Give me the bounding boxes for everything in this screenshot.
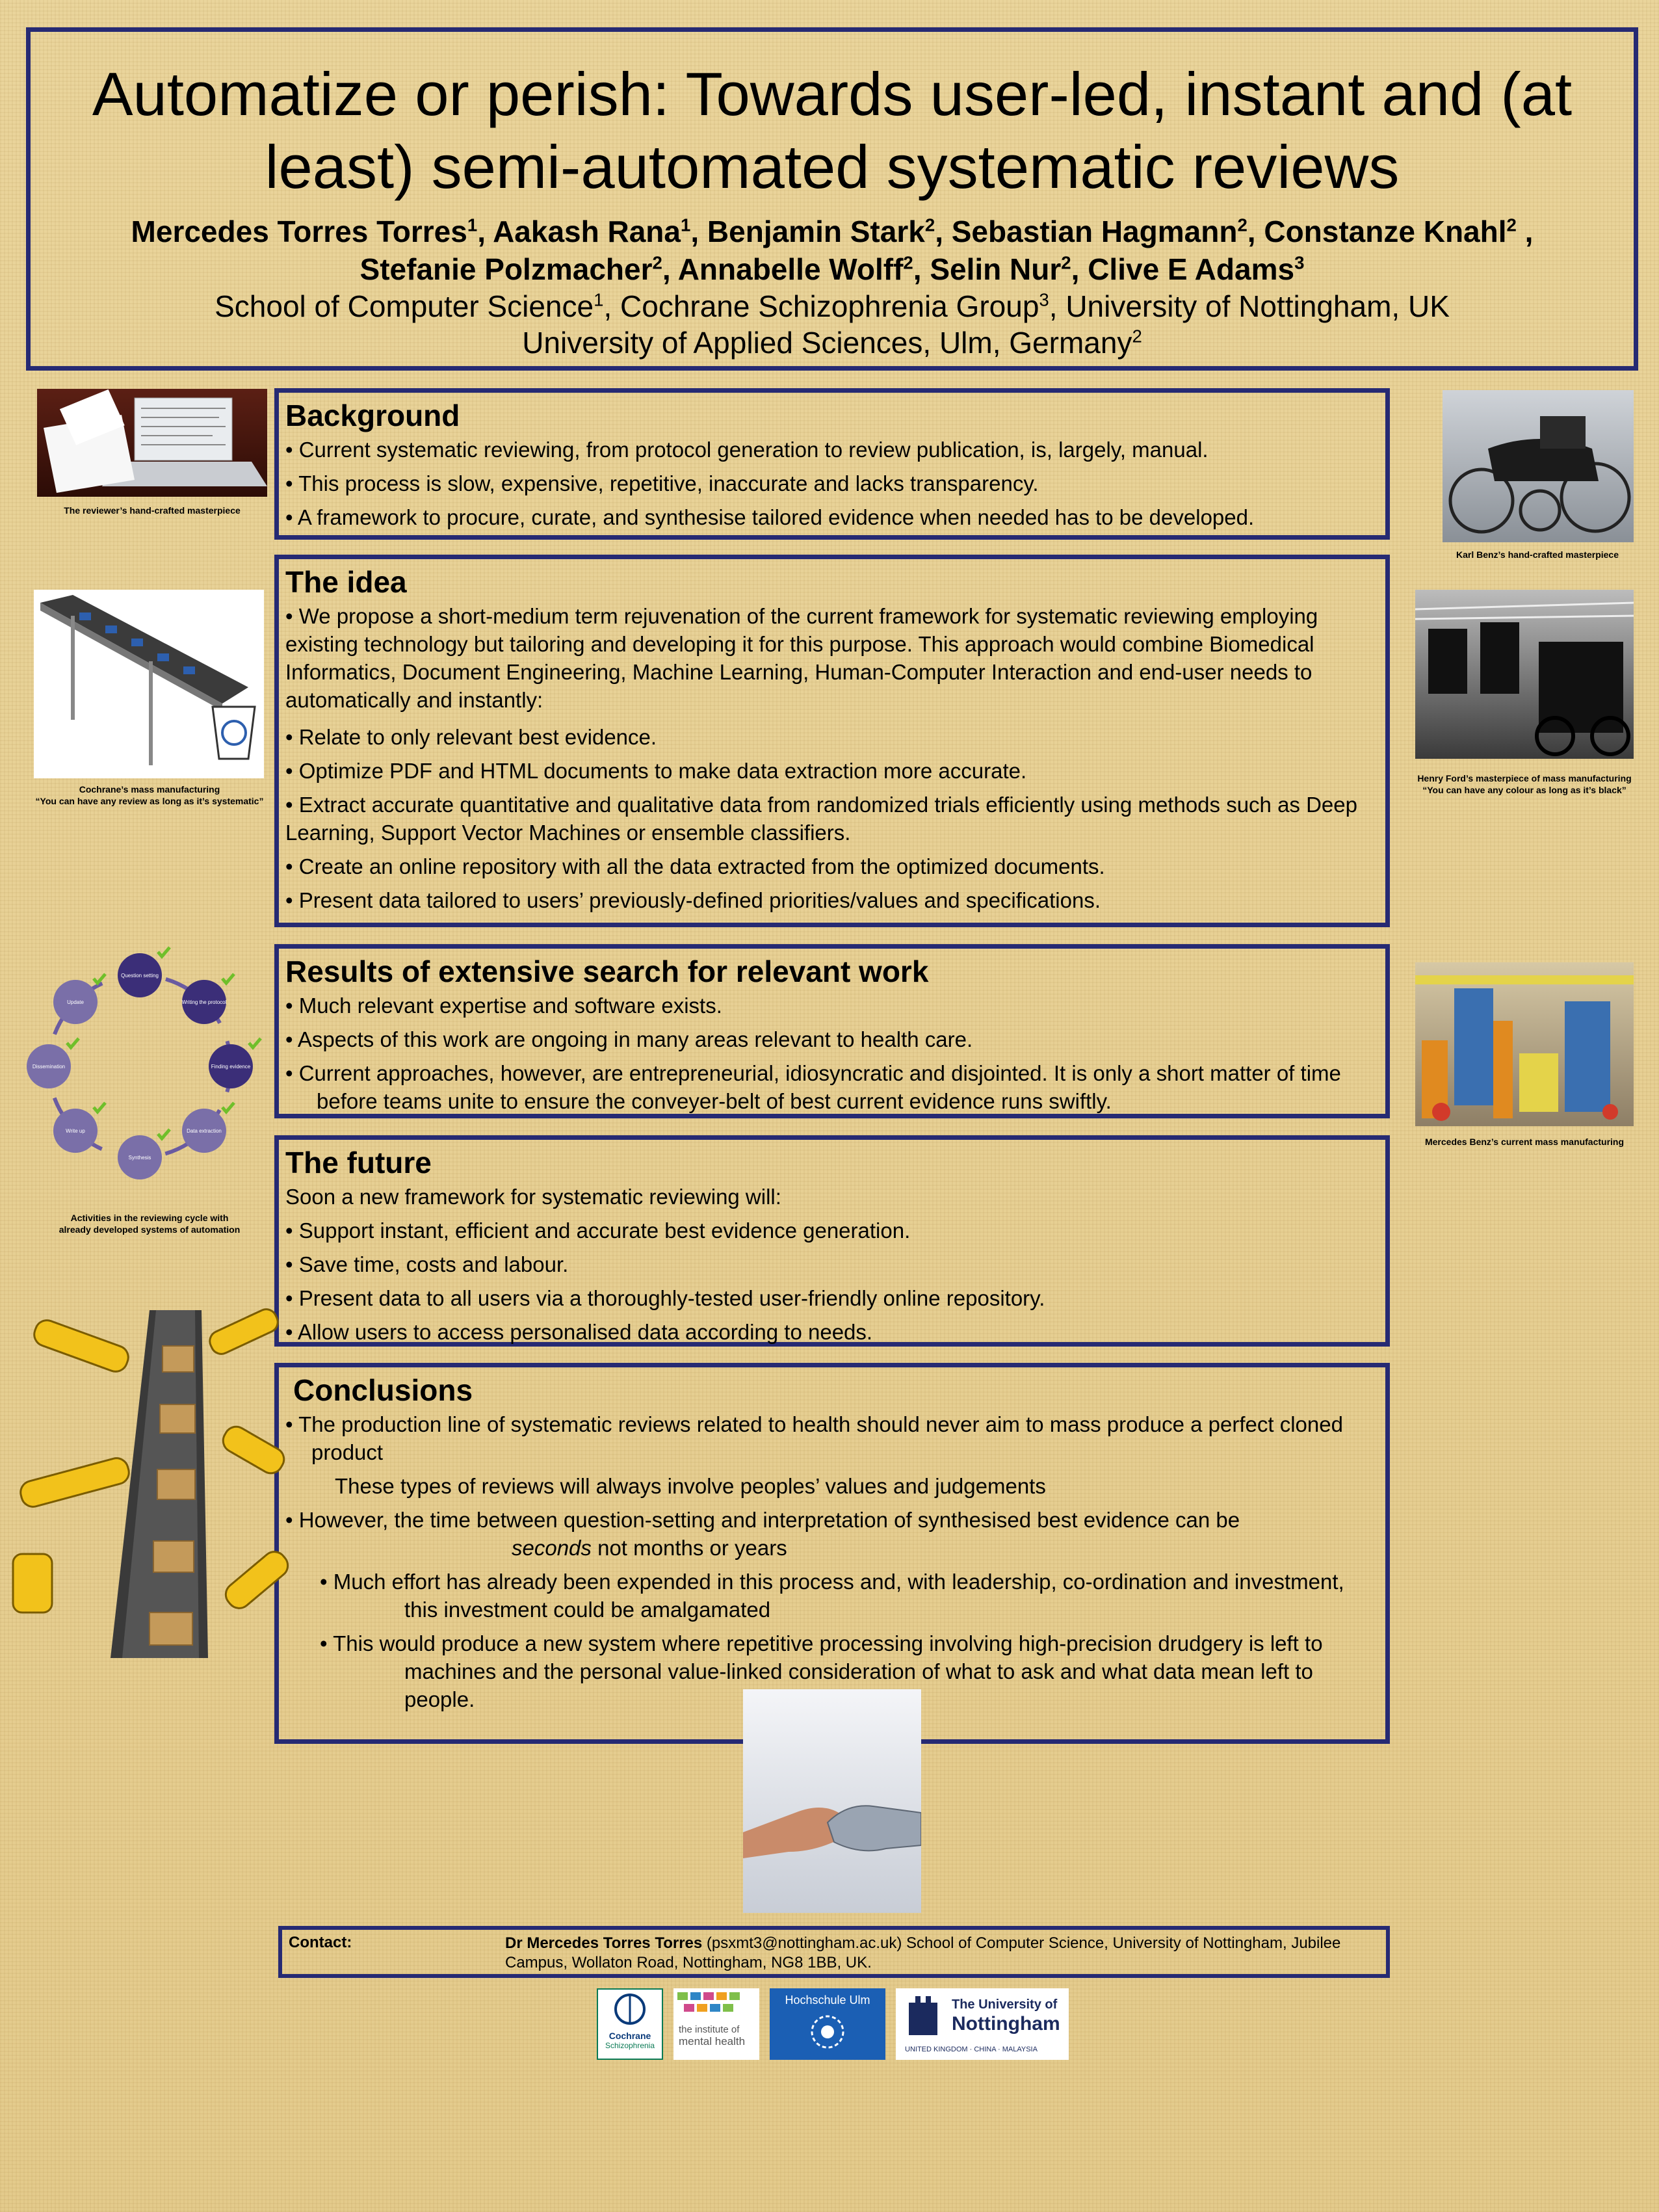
- list-item: • This process is slow, expensive, repetitive, inaccurate and lacks transparency.: [285, 471, 1039, 495]
- author-list: Mercedes Torres Torres$^1$, Aakash Rana$^1$, Benjamin Stark$^2$, Sebastian Hagmann$^2$, Constanze Knahl$^2$ , Stefanie Polzmacher$^2$, Annabelle Wolff$^2$, Selin Nur$^2$, Clive E Adams$^3$: [131, 215, 1534, 286]
- handshake-image: [743, 1689, 921, 1913]
- cochrane-caption: Cochrane’s mass manufacturing “You can have any review as long as it’s systematic”: [35, 784, 264, 806]
- check-icon: [222, 1103, 234, 1112]
- list-item: • Current approaches, however, are entrepreneurial, idiosyncratic and disjointed. It is only a short matter of time before teams unite to ensure the conveyer-belt of best current evidence runs swiftly.: [285, 1061, 1341, 1113]
- list-item: • Allow users to access personalised data according to needs.: [285, 1320, 873, 1344]
- results-section: [274, 944, 1390, 1118]
- cycle-node-label: Finding evidence: [211, 1064, 251, 1070]
- idea-heading: The idea: [285, 565, 407, 599]
- cycle-node-label: Data extraction: [187, 1127, 222, 1134]
- cycle-node-label: Question setting: [121, 973, 159, 979]
- list-item: • Create an online repository with all the data extracted from the optimized documents.: [285, 854, 1105, 878]
- contact-label: Contact:: [289, 1934, 352, 1951]
- list-item: • Much effort has already been expended in this process and, with leadership, co-ordination and investment, this investment could be amalgamated: [320, 1570, 1344, 1622]
- cycle-node-label: Writing the protocol: [181, 999, 227, 1006]
- background-section: [274, 388, 1390, 540]
- benz-car-image: [1443, 390, 1634, 542]
- conclusions-section: [274, 1363, 1390, 1744]
- mercedes-factory-image: [1415, 962, 1634, 1126]
- list-item: • Current systematic reviewing, from protocol generation to review publication, is, largely, manual.: [285, 438, 1208, 462]
- future-section: [274, 1135, 1390, 1347]
- author-name: Constanze Knahl: [1264, 215, 1507, 248]
- check-icon: [94, 974, 105, 983]
- list-item: • Save time, costs and labour.: [285, 1252, 569, 1276]
- idea-intro: • We propose a short-medium term rejuvenation of the current framework for systematic reviewing employing existing technology but tailoring and developing it for this purpose. This approach would combine Biomedical Informatics, Document Engineering, Machine Learning, Human-Computer Interaction and end-user needs to automatically and instantly:: [285, 604, 1318, 712]
- background-heading: Background: [285, 399, 460, 432]
- contact-details: Dr Mercedes Torres Torres (psxmt3@nottingham.ac.uk) School of Computer Science, University of Nottingham, Jubilee Campus, Wollaton Road, Nottingham, NG8 1BB, UK.: [505, 1934, 1341, 1971]
- reviewer-laptop-image: [37, 389, 267, 497]
- check-icon: [67, 1038, 79, 1047]
- cycle-caption: Activities in the reviewing cycle with already developed systems of automation: [59, 1213, 241, 1235]
- check-icon: [158, 947, 170, 956]
- institute-of-mental-health-logo: the institute of mental health: [673, 1988, 759, 2060]
- affiliation-line-1: School of Computer Science$^1$, Cochrane Schizophrenia Group$^3$, University of Nottingham, UK: [215, 289, 1450, 323]
- reviewer-caption: The reviewer’s hand-crafted masterpiece: [64, 505, 241, 516]
- ford-factory-image: [1415, 590, 1634, 759]
- check-icon: [158, 1129, 170, 1139]
- cycle-node-label: Write up: [66, 1127, 85, 1134]
- list-item: • Support instant, efficient and accurate best evidence generation.: [285, 1218, 911, 1243]
- list-item: • Present data to all users via a thoroughly-tested user-friendly online repository.: [285, 1286, 1045, 1310]
- author-name: Benjamin Stark: [707, 215, 925, 248]
- cycle-node-label: Dissemination: [32, 1064, 66, 1070]
- future-heading: The future: [285, 1146, 432, 1179]
- author-name: Stefanie Polzmacher: [359, 252, 653, 286]
- check-icon: [222, 974, 234, 983]
- list-item: • A framework to procure, curate, and synthesise tailored evidence when needed has to be developed.: [285, 505, 1255, 529]
- cycle-node-label: Synthesis: [128, 1155, 151, 1161]
- affiliation-line-2: University of Applied Sciences, Ulm, Germany$^2$: [522, 326, 1142, 360]
- author-name: Mercedes Torres Torres: [131, 215, 467, 248]
- author-name: Clive E Adams: [1088, 252, 1295, 286]
- list-item: These types of reviews will always involve peoples’ values and judgements: [335, 1474, 1046, 1498]
- robot-conveyor-image: [7, 1307, 293, 1671]
- benz-caption: Karl Benz’s hand-crafted masterpiece: [1456, 549, 1619, 560]
- author-name: Aakash Rana: [493, 215, 681, 248]
- university-of-nottingham-logo: The University of Nottingham UNITED KINGDOM · CHINA · MALAYSIA: [896, 1988, 1069, 2060]
- cochrane-logo: Cochrane Schizophrenia: [597, 1988, 663, 2060]
- conclusions-heading: Conclusions: [293, 1373, 473, 1407]
- results-heading: Results of extensive search for relevant work: [285, 955, 929, 988]
- poster-header: [26, 27, 1638, 371]
- list-item: • This would produce a new system where repetitive processing involving high-precision drudgery is left to machines and the personal value-linked consideration of what to ask and what data mean left to people.: [320, 1631, 1323, 1711]
- list-item: • Extract accurate quantitative and qualitative data from randomized trials efficiently using methods such as Deep Learning, Support Vector Machines or ensemble classifiers.: [285, 793, 1357, 845]
- author-name: Selin Nur: [930, 252, 1062, 286]
- list-item: • Much relevant expertise and software exists.: [285, 994, 722, 1018]
- author-name: Sebastian Hagmann: [951, 215, 1238, 248]
- list-item: • Aspects of this work are ongoing in many areas relevant to health care.: [285, 1027, 973, 1051]
- idea-section: [274, 555, 1390, 927]
- contact-box: [278, 1926, 1390, 1978]
- poster-title: Automatize or perish: Towards user-led, instant and (at least) semi-automated systematic reviews: [92, 60, 1573, 201]
- review-cycle-diagram: [13, 936, 273, 1196]
- hochschule-ulm-logo: Hochschule Ulm: [770, 1988, 885, 2060]
- ford-caption: Henry Ford’s masterpiece of mass manufacturing “You can have any colour as long as it’s black”: [1417, 773, 1632, 795]
- check-icon: [249, 1038, 261, 1047]
- list-item: • The production line of systematic reviews related to health should never aim to mass produce a perfect cloned product: [285, 1412, 1343, 1464]
- check-icon: [94, 1103, 105, 1112]
- list-item: • Relate to only relevant best evidence.: [285, 725, 657, 749]
- cycle-node-label: Update: [67, 999, 84, 1006]
- author-name: Annabelle Wolff: [677, 252, 904, 286]
- future-intro: Soon a new framework for systematic reviewing will:: [285, 1185, 781, 1209]
- cochrane-conveyor-image: [34, 590, 264, 778]
- list-item: • However, the time between question-setting and interpretation of synthesised best evidence can be seconds not months or years: [285, 1508, 1240, 1560]
- mercedes-caption: Mercedes Benz’s current mass manufacturing: [1424, 1137, 1625, 1147]
- list-item: • Optimize PDF and HTML documents to make data extraction more accurate.: [285, 759, 1027, 783]
- list-item: • Present data tailored to users’ previously-defined priorities/values and specifications.: [285, 888, 1101, 912]
